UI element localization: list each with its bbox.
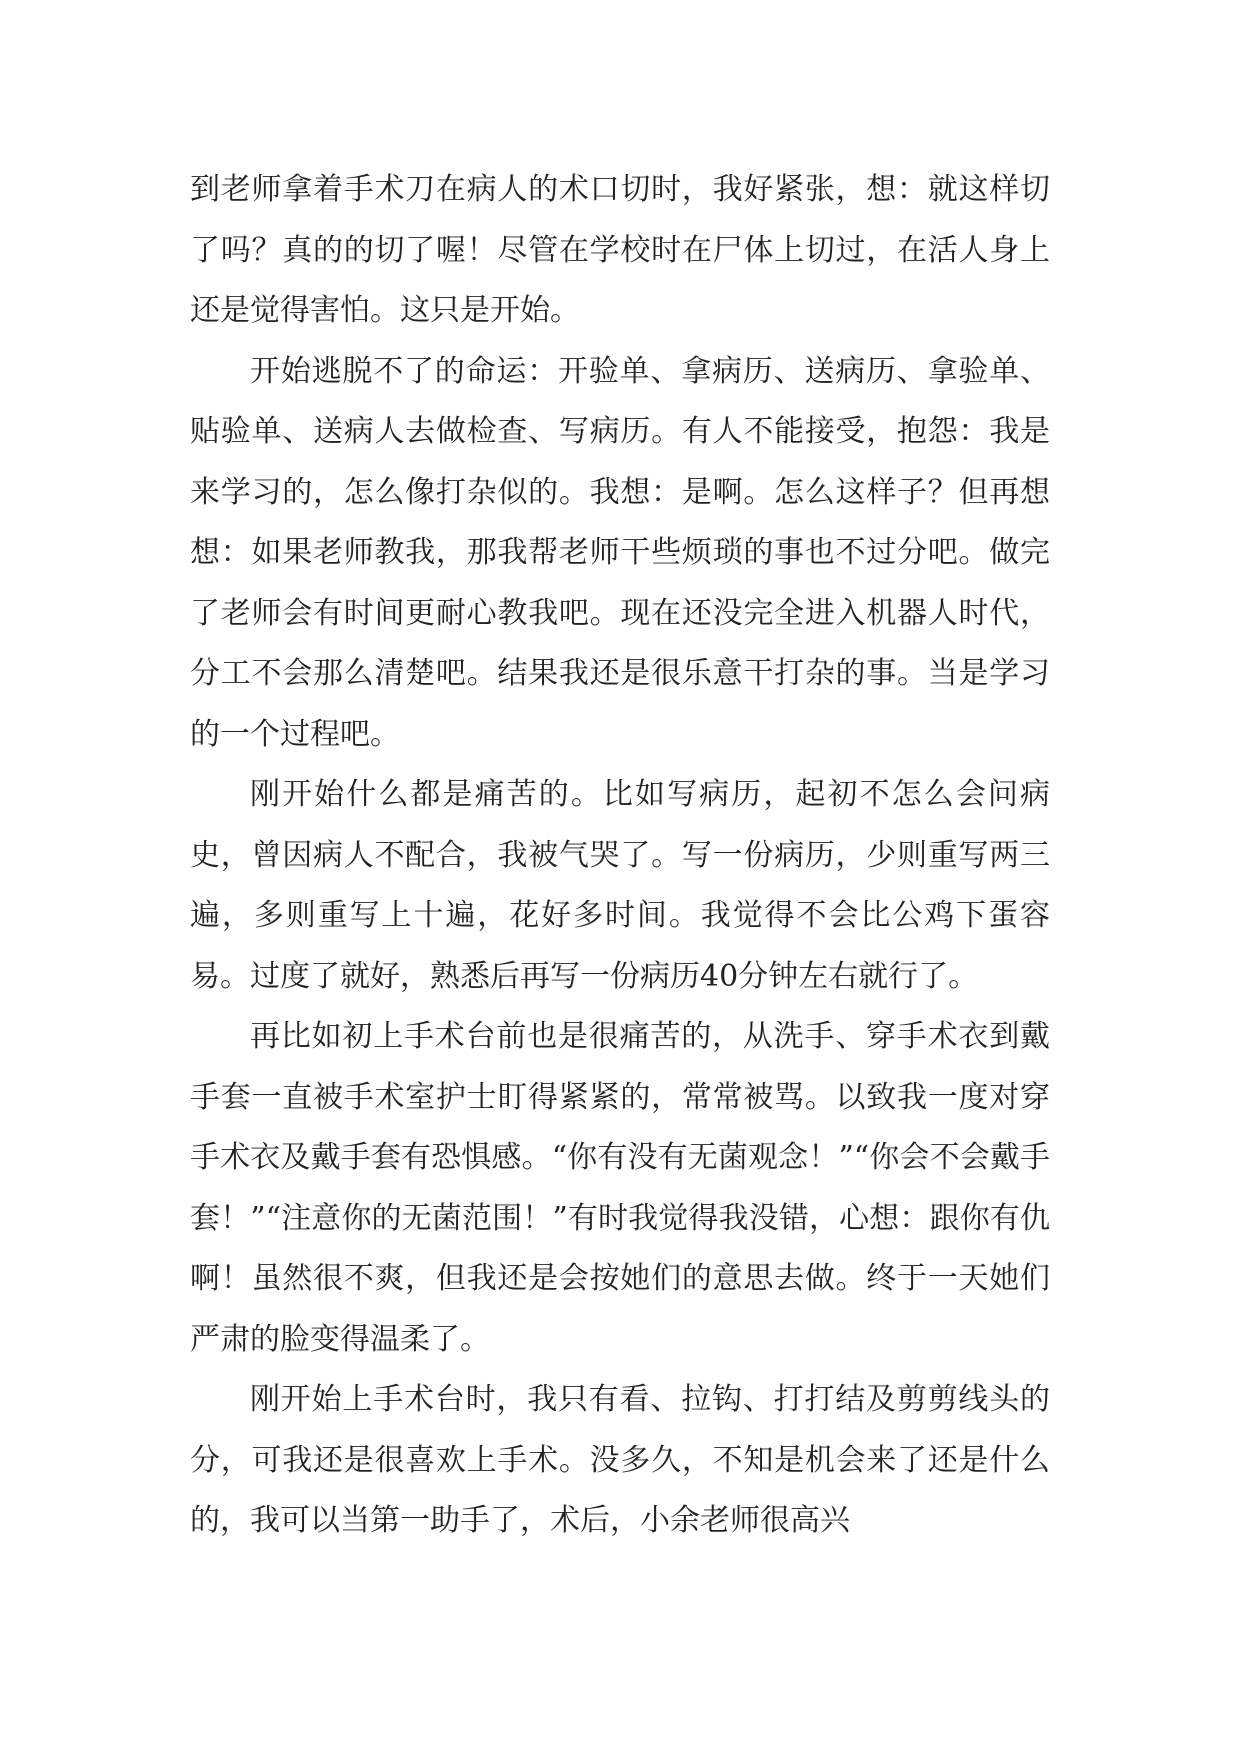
- paragraph-4: 再比如初上手术台前也是很痛苦的，从洗手、穿手术衣到戴手套一直被手术室护士盯得紧紧的，常常被骂。以致我一度对穿手术衣及戴手套有恐惧感。“你有没有无菌观念！”“你会不会戴手套！”“注意你的无菌范围！”有时我觉得我没错，心想：跟你有仇啊！虽然很不爽，但我还是会按她们的意思去做。终于一天她们严肃的脸变得温柔了。: [190, 1019, 1050, 1357]
- body-text: [190, 160, 1050, 1552]
- paragraph-5: 刚开始上手术台时，我只有看、拉钩、打打结及剪剪线头的分，可我还是很喜欢上手术。没多久，不知是机会来了还是什么的，我可以当第一助手了，术后，小余老师很高兴: [190, 1382, 1050, 1538]
- paragraph-2: 开始逃脱不了的命运：开验单、拿病历、送病历、拿验单、贴验单、送病人去做检查、写病历。有人不能接受，抱怨：我是来学习的，怎么像打杂似的。我想：是啊。怎么这样子？但再想想：如果老师教我，那我帮老师干些烦琐的事也不过分吧。做完了老师会有时间更耐心教我吧。现在还没完全进入机器人时代，分工不会那么清楚吧。结果我还是很乐意干打杂的事。当是学习的一个过程吧。: [190, 353, 1050, 752]
- paragraph-1: 到老师拿着手术刀在病人的术口切时，我好紧张，想：就这样切了吗？真的的切了喔！尽管在学校时在尸体上切过，在活人身上还是觉得害怕。这只是开始。: [190, 172, 1050, 328]
- paragraph-3: 刚开始什么都是痛苦的。比如写病历，起初不怎么会问病史，曾因病人不配合，我被气哭了。写一份病历，少则重写两三遍，多则重写上十遍，花好多时间。我觉得不会比公鸡下蛋容易。过度了就好，熟悉后再写一份病历40分钟左右就行了。: [190, 777, 1050, 994]
